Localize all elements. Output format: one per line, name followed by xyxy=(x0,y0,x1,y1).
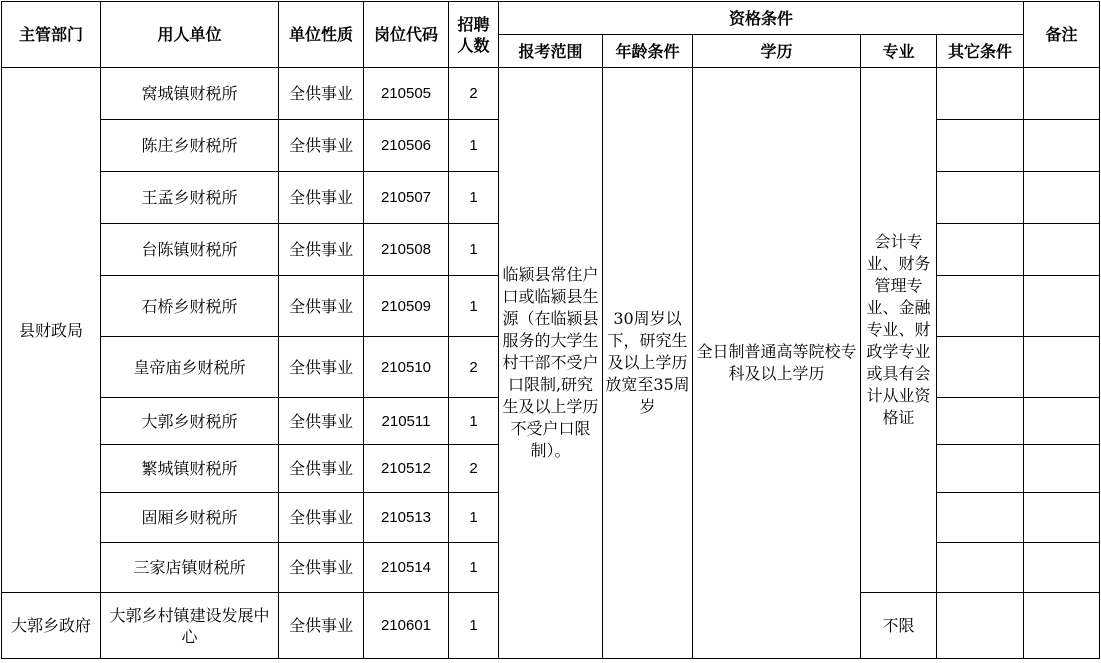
unit-cell: 皇帝庙乡财税所 xyxy=(101,337,279,398)
code-cell: 210512 xyxy=(364,445,449,493)
nature-cell: 全供事业 xyxy=(279,493,364,543)
count-cell: 1 xyxy=(449,593,499,659)
count-cell: 2 xyxy=(449,68,499,120)
other-cell xyxy=(937,593,1024,659)
education-cell: 全日制普通高等院校专科及以上学历 xyxy=(693,68,861,659)
nature-cell: 全供事业 xyxy=(279,337,364,398)
code-cell: 210510 xyxy=(364,337,449,398)
header-row-1 xyxy=(2,2,1100,35)
recruitment-table xyxy=(1,1,1100,659)
other-cell xyxy=(937,120,1024,172)
header-code: 岗位代码 xyxy=(364,2,449,68)
other-cell xyxy=(937,445,1024,493)
remarks-cell xyxy=(1024,445,1100,493)
unit-cell: 石桥乡财税所 xyxy=(101,276,279,337)
remarks-cell xyxy=(1024,68,1100,120)
unit-cell: 大郭乡村镇建设发展中心 xyxy=(101,593,279,659)
count-cell: 1 xyxy=(449,120,499,172)
count-cell: 1 xyxy=(449,172,499,224)
code-cell: 210511 xyxy=(364,398,449,445)
code-cell: 210506 xyxy=(364,120,449,172)
remarks-cell xyxy=(1024,172,1100,224)
header-dept: 主管部门 xyxy=(2,2,101,68)
major-cell: 会计专业、财务管理专业、金融专业、财政学专业或具有会计从业资格证 xyxy=(861,68,937,593)
nature-cell: 全供事业 xyxy=(279,398,364,445)
code-cell: 210509 xyxy=(364,276,449,337)
remarks-cell xyxy=(1024,337,1100,398)
count-cell: 2 xyxy=(449,337,499,398)
unit-cell: 大郭乡财税所 xyxy=(101,398,279,445)
nature-cell: 全供事业 xyxy=(279,276,364,337)
range-cell: 临颍县常住户口或临颍县生源（在临颍县服务的大学生村干部不受户口限制,研究生及以上学历不受户口限制）。 xyxy=(499,68,603,659)
unit-cell: 繁城镇财税所 xyxy=(101,445,279,493)
code-cell: 210505 xyxy=(364,68,449,120)
nature-cell: 全供事业 xyxy=(279,224,364,276)
other-cell xyxy=(937,68,1024,120)
header-qualifications: 资格条件 xyxy=(499,2,1024,35)
unit-cell: 王孟乡财税所 xyxy=(101,172,279,224)
header-remarks: 备注 xyxy=(1024,2,1100,68)
header-major: 专业 xyxy=(861,35,937,68)
header-other: 其它条件 xyxy=(937,35,1024,68)
nature-cell: 全供事业 xyxy=(279,172,364,224)
header-age: 年龄条件 xyxy=(603,35,693,68)
nature-cell: 全供事业 xyxy=(279,543,364,593)
dept-cell: 县财政局 xyxy=(2,68,101,593)
unit-cell: 三家店镇财税所 xyxy=(101,543,279,593)
remarks-cell xyxy=(1024,398,1100,445)
code-cell: 210513 xyxy=(364,493,449,543)
table-row xyxy=(2,68,1100,120)
major-cell: 不限 xyxy=(861,593,937,659)
header-count: 招聘人数 xyxy=(449,2,499,68)
remarks-cell xyxy=(1024,543,1100,593)
nature-cell: 全供事业 xyxy=(279,445,364,493)
remarks-cell xyxy=(1024,493,1100,543)
unit-cell: 窝城镇财税所 xyxy=(101,68,279,120)
count-cell: 1 xyxy=(449,543,499,593)
remarks-cell xyxy=(1024,224,1100,276)
nature-cell: 全供事业 xyxy=(279,68,364,120)
remarks-cell xyxy=(1024,593,1100,659)
count-cell: 1 xyxy=(449,493,499,543)
code-cell: 210507 xyxy=(364,172,449,224)
other-cell xyxy=(937,172,1024,224)
other-cell xyxy=(937,493,1024,543)
code-cell: 210601 xyxy=(364,593,449,659)
remarks-cell xyxy=(1024,276,1100,337)
age-cell: 30周岁以下，研究生及以上学历放宽至35周岁 xyxy=(603,68,693,659)
other-cell xyxy=(937,398,1024,445)
count-cell: 2 xyxy=(449,445,499,493)
header-nature: 单位性质 xyxy=(279,2,364,68)
remarks-cell xyxy=(1024,120,1100,172)
code-cell: 210514 xyxy=(364,543,449,593)
unit-cell: 陈庄乡财税所 xyxy=(101,120,279,172)
header-education: 学历 xyxy=(693,35,861,68)
other-cell xyxy=(937,224,1024,276)
nature-cell: 全供事业 xyxy=(279,593,364,659)
other-cell xyxy=(937,337,1024,398)
count-cell: 1 xyxy=(449,276,499,337)
count-cell: 1 xyxy=(449,398,499,445)
unit-cell: 固厢乡财税所 xyxy=(101,493,279,543)
header-range: 报考范围 xyxy=(499,35,603,68)
other-cell xyxy=(937,276,1024,337)
nature-cell: 全供事业 xyxy=(279,120,364,172)
code-cell: 210508 xyxy=(364,224,449,276)
unit-cell: 台陈镇财税所 xyxy=(101,224,279,276)
other-cell xyxy=(937,543,1024,593)
header-unit: 用人单位 xyxy=(101,2,279,68)
dept-cell: 大郭乡政府 xyxy=(2,593,101,659)
count-cell: 1 xyxy=(449,224,499,276)
